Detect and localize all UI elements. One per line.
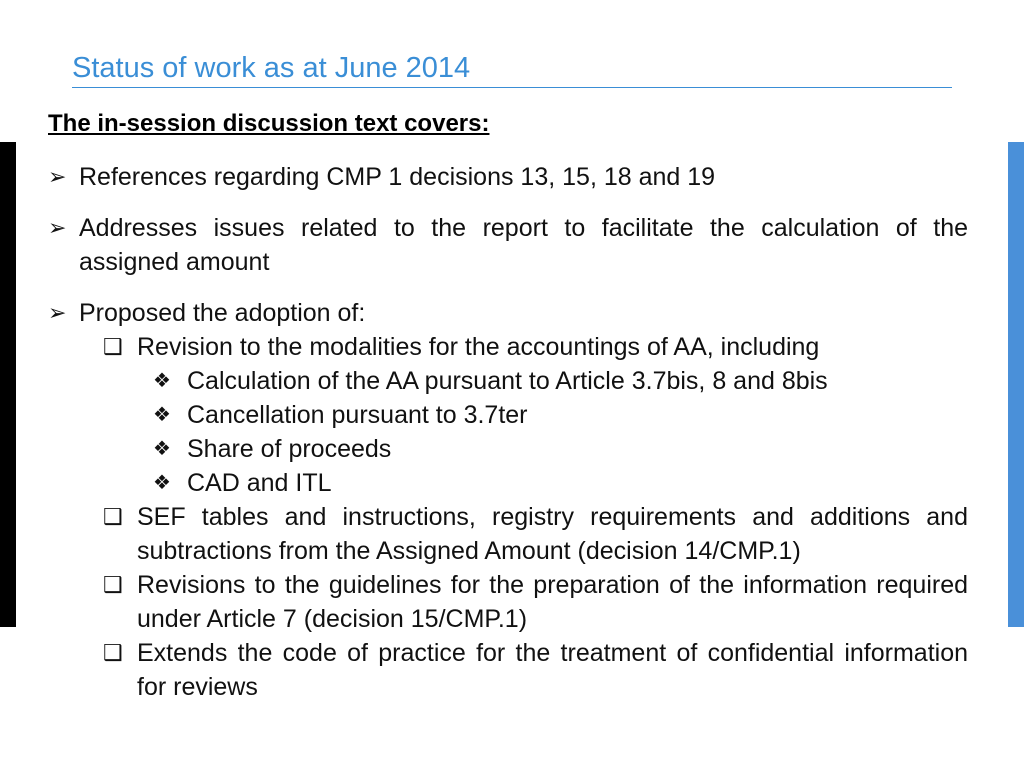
sub-sub-list-item-text: Share of proceeds [187,435,392,463]
sub-sub-list-item [48,432,968,466]
section-heading: The in-session discussion text covers: [48,110,490,137]
box-bullet-icon: ❑ [103,334,123,359]
sub-list-item [48,330,968,364]
list-item-text: Proposed the adoption of: [79,299,366,327]
sub-list-item-text: Revisions to the guidelines for the preparation of the information required under Article 7 (decision 15/CMP.1) [137,571,968,633]
sub-sub-list-item-text: CAD and ITL [187,469,332,497]
bullet-list [48,160,968,704]
arrow-bullet-icon: ➢ [48,215,67,240]
box-bullet-icon: ❑ [103,572,123,597]
title-underline [72,87,952,88]
list-item [48,296,968,330]
sub-list-item-text: Extends the code of practice for the treatment of confidential information for reviews [137,639,968,701]
box-bullet-icon: ❑ [103,640,123,665]
sub-sub-list-item [48,364,968,398]
left-accent-bar [0,142,16,627]
sub-sub-list-item-text: Cancellation pursuant to 3.7ter [187,401,528,429]
diamond-bullet-icon: ❖ [153,472,171,494]
sub-list-item [48,636,968,704]
sub-list-item-text: Revision to the modalities for the accountings of AA, including [137,333,820,361]
sub-list-item [48,568,968,636]
list-item-text: Addresses issues related to the report to facilitate the calculation of the assigned amount [79,214,968,276]
diamond-bullet-icon: ❖ [153,438,171,460]
list-item [48,211,968,279]
sub-list-item [48,500,968,568]
right-accent-bar [1008,142,1024,627]
diamond-bullet-icon: ❖ [153,404,171,426]
arrow-bullet-icon: ➢ [48,300,67,325]
list-item [48,160,968,194]
sub-sub-list-item-text: Calculation of the AA pursuant to Article 3.7bis, 8 and 8bis [187,367,828,395]
list-item-text: References regarding CMP 1 decisions 13, 15, 18 and 19 [79,163,716,191]
box-bullet-icon: ❑ [103,504,123,529]
sub-sub-list-item [48,466,968,500]
diamond-bullet-icon: ❖ [153,370,171,392]
sub-list-item-text: SEF tables and instructions, registry requirements and additions and subtractions from the Assigned Amount (decision 14/CMP.1) [137,503,968,565]
arrow-bullet-icon: ➢ [48,164,67,189]
slide-title: Status of work as at June 2014 [72,52,471,84]
sub-sub-list-item [48,398,968,432]
